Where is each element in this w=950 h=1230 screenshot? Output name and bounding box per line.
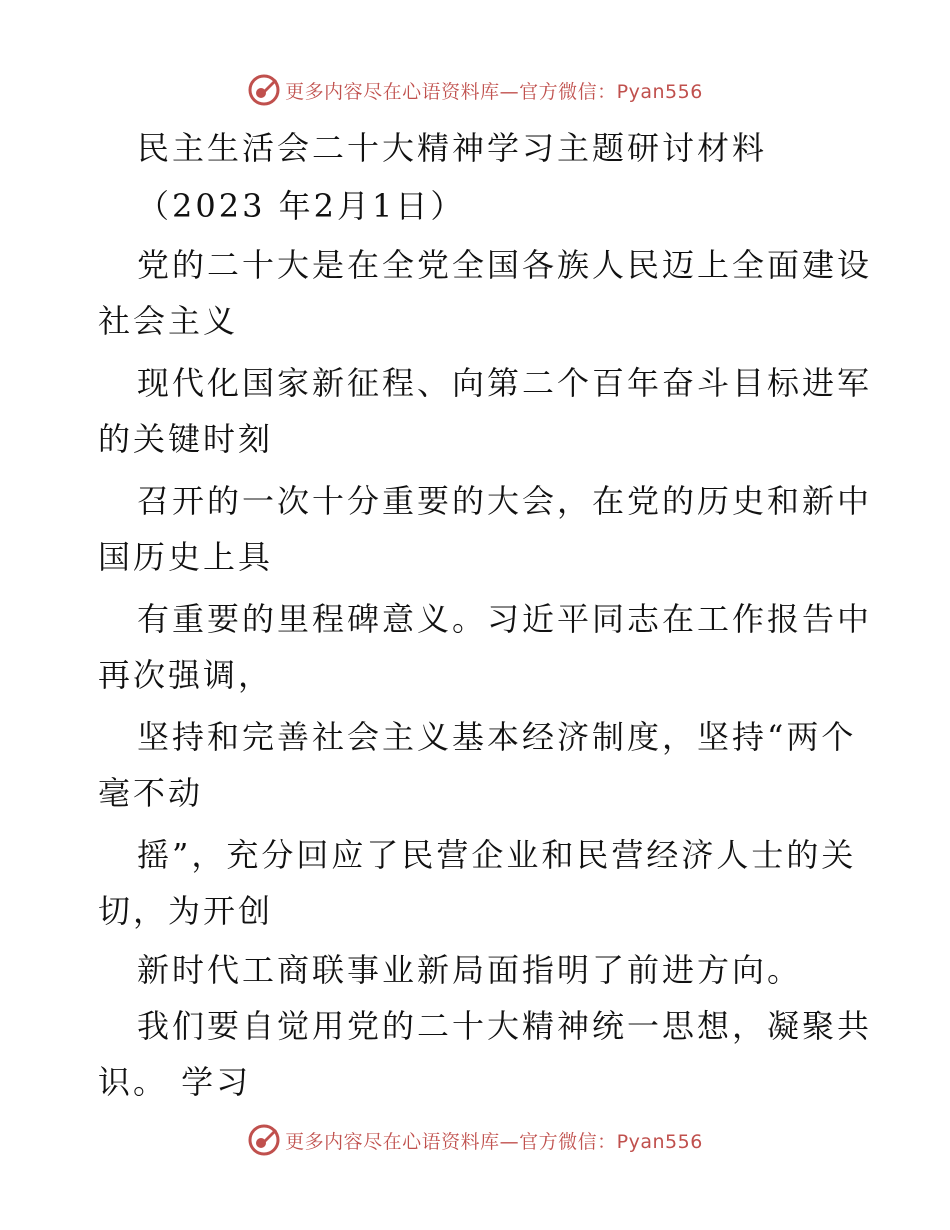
body-line: 再次强调， [98, 656, 274, 694]
body-line: 摇”，充分回应了民营企业和民营经济人士的关 [137, 836, 857, 874]
body-line: 国历史上具 [98, 538, 274, 576]
body-line: 社会主义 [98, 302, 239, 340]
body-line: 识。 学习 [98, 1063, 252, 1101]
body-line: 毫不动 [98, 774, 204, 812]
body-line: 新时代工商联事业新局面指明了前进方向。 [137, 951, 803, 989]
pen-logo-icon [247, 73, 281, 107]
body-line: 我们要自觉用党的二十大精神统一思想，凝聚共 [137, 1007, 873, 1045]
pen-logo-icon [247, 1123, 281, 1157]
watermark-text: 更多内容尽在心语资料库—官方微信：Pyan556 [285, 1130, 703, 1153]
body-line: 的关键时刻 [98, 420, 274, 458]
body-line: 坚持和完善社会主义基本经济制度，坚持“两个 [137, 718, 857, 756]
footer-watermark [0, 1120, 950, 1160]
body-line: 切，为开创 [98, 892, 274, 930]
body-line: 召开的一次十分重要的大会，在党的历史和新中 [137, 482, 873, 520]
header-watermark [0, 70, 950, 110]
body-line: 现代化国家新征程、向第二个百年奋斗目标进军 [137, 364, 873, 402]
body-line: 有重要的里程碑意义。习近平同志在工作报告中 [137, 600, 873, 638]
watermark-text: 更多内容尽在心语资料库—官方微信：Pyan556 [285, 80, 703, 103]
body-line: 党的二十大是在全党全国各族人民迈上全面建设 [137, 246, 873, 284]
document-date: （2023 年2月1日） [137, 187, 466, 225]
document-title: 民主生活会二十大精神学习主题研讨材料 [137, 129, 768, 167]
